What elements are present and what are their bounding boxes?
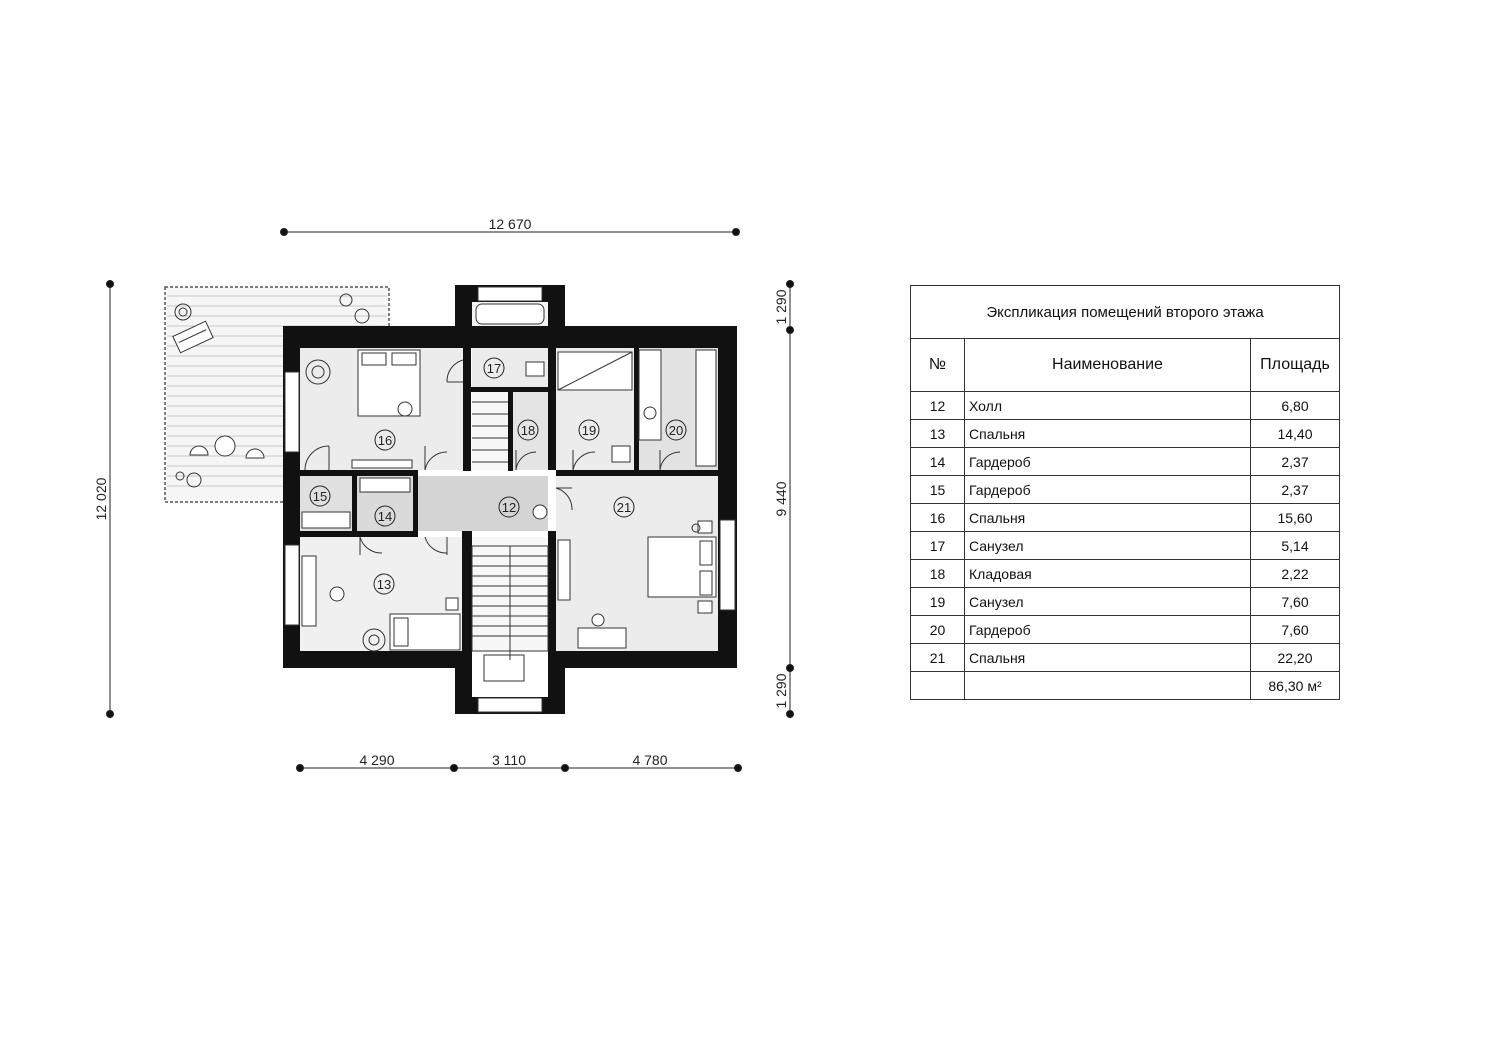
cell-area: 5,14 (1251, 532, 1340, 560)
cell-name: Гардероб (965, 476, 1251, 504)
room-schedule-table (910, 285, 1340, 700)
cell-name: Спальня (965, 420, 1251, 448)
room-label-21: 21 (616, 500, 632, 515)
cell-no: 17 (911, 532, 965, 560)
room-label-15: 15 (312, 489, 328, 504)
cell-no: 18 (911, 560, 965, 588)
room-label-20: 20 (668, 423, 684, 438)
table-row (911, 588, 1340, 616)
cell-name: Кладовая (965, 560, 1251, 588)
cell-name: Спальня (965, 644, 1251, 672)
cell-area: 2,37 (1251, 476, 1340, 504)
table-row (911, 448, 1340, 476)
cell-no: 20 (911, 616, 965, 644)
col-header-area: Площадь (1251, 339, 1340, 392)
total-area: 86,30 м² (1251, 672, 1340, 700)
cell-area: 2,37 (1251, 448, 1340, 476)
table-row (911, 420, 1340, 448)
cell-name: Спальня (965, 504, 1251, 532)
dim-left-overall: 12 020 (93, 477, 109, 521)
cell-name: Холл (965, 392, 1251, 420)
table-row (911, 532, 1340, 560)
table-title: Экспликация помещений второго этажа (911, 286, 1340, 339)
cell-name: Санузел (965, 532, 1251, 560)
room-label-18: 18 (520, 423, 536, 438)
cell-area: 7,60 (1251, 616, 1340, 644)
cell-no: 16 (911, 504, 965, 532)
table-row (911, 392, 1340, 420)
cell-area: 15,60 (1251, 504, 1340, 532)
table-row (911, 560, 1340, 588)
room-label-12: 12 (501, 500, 517, 515)
col-header-name: Наименование (965, 339, 1251, 392)
dim-right-upper: 1 290 (773, 289, 789, 325)
dim-bottom-3: 4 780 (632, 752, 668, 768)
table-row (911, 616, 1340, 644)
cell-no: 19 (911, 588, 965, 616)
room-label-19: 19 (581, 423, 597, 438)
room-label-17: 17 (486, 361, 502, 376)
dim-right-middle: 9 440 (773, 481, 789, 517)
table-row (911, 644, 1340, 672)
cell-area: 2,22 (1251, 560, 1340, 588)
col-header-no: № (911, 339, 965, 392)
cell-area: 22,20 (1251, 644, 1340, 672)
dim-right-lower: 1 290 (773, 673, 789, 709)
cell-no: 12 (911, 392, 965, 420)
cell-no: 14 (911, 448, 965, 476)
cell-name: Гардероб (965, 616, 1251, 644)
cell-area: 14,40 (1251, 420, 1340, 448)
table-row (911, 476, 1340, 504)
room-label-14: 14 (377, 509, 393, 524)
cell-no: 21 (911, 644, 965, 672)
dim-top-overall: 12 670 (488, 216, 532, 232)
room-label-16: 16 (377, 433, 393, 448)
room-label-13: 13 (376, 577, 392, 592)
table-row (911, 504, 1340, 532)
table-total-row (911, 672, 1340, 700)
dim-bottom-2: 3 110 (492, 752, 526, 768)
cell-area: 6,80 (1251, 392, 1340, 420)
cell-area: 7,60 (1251, 588, 1340, 616)
cell-name: Санузел (965, 588, 1251, 616)
dim-bottom-1: 4 290 (359, 752, 395, 768)
cell-name: Гардероб (965, 448, 1251, 476)
cell-no: 13 (911, 420, 965, 448)
cell-no: 15 (911, 476, 965, 504)
